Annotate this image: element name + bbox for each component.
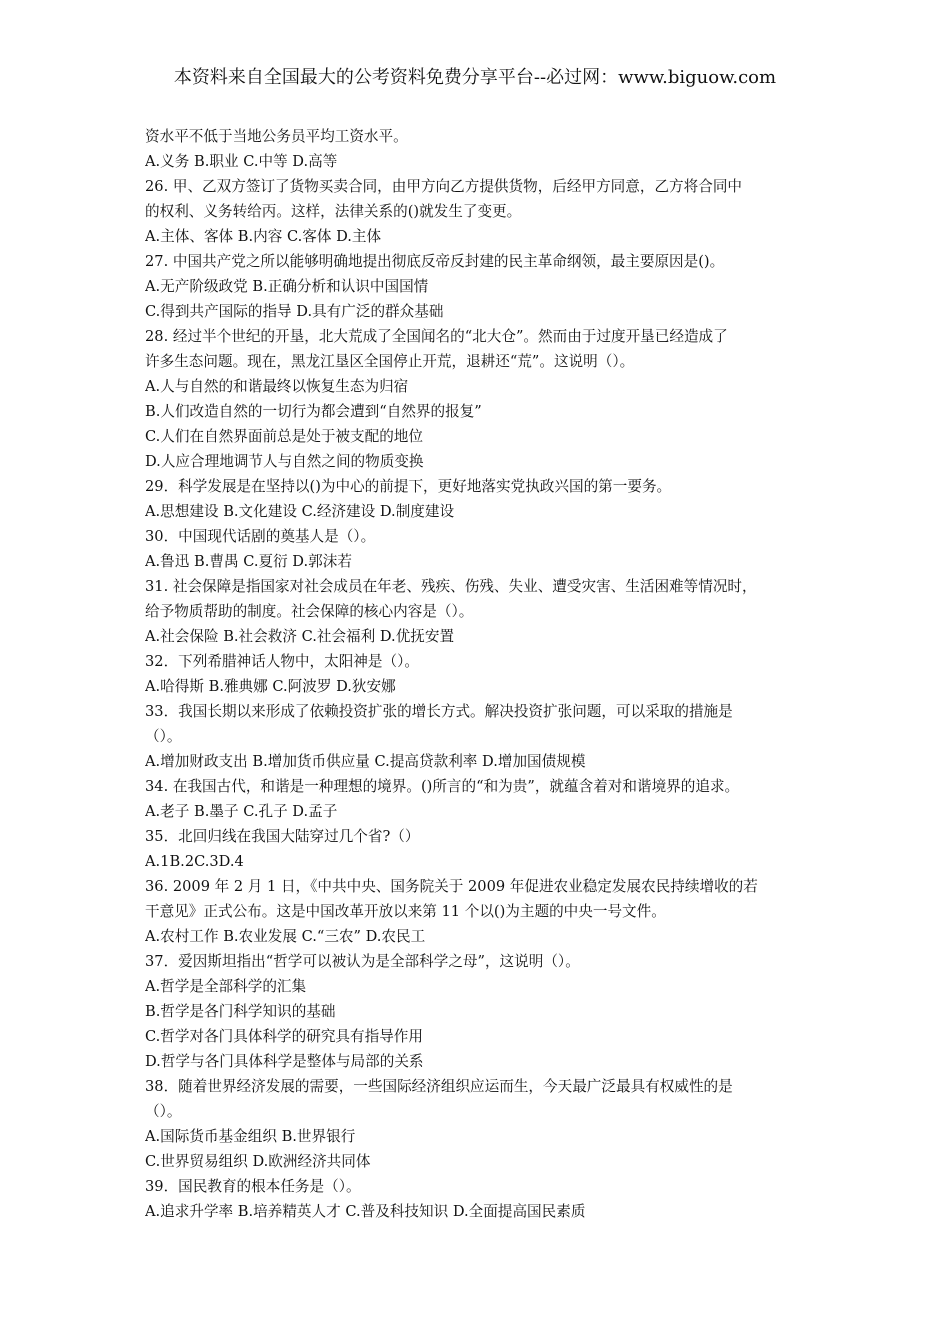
document-body <box>145 124 810 1224</box>
text-line: A.社会保险 B.社会救济 C.社会福利 D.优抚安置 <box>145 628 455 645</box>
text-line: 许多生态问题。现在，黑龙江垦区全国停止开荒，退耕还“荒”。这说明（）。 <box>145 353 635 370</box>
text-line: 干意见》正式公布。这是中国改革开放以来第 11 个以()为主题的中央一号文件。 <box>145 903 666 920</box>
text-line: 资水平不低于当地公务员平均工资水平。 <box>145 128 408 145</box>
text-line: 39．国民教育的根本任务是（）。 <box>145 1178 361 1195</box>
text-line: 28. 经过半个世纪的开垦，北大荒成了全国闻名的“北大仓”。然而由于过度开垦已经造成了 <box>145 328 728 345</box>
text-line: A.鲁迅 B.曹禺 C.夏衍 D.郭沫若 <box>145 553 352 570</box>
text-line: 38．随着世界经济发展的需要，一些国际经济组织应运而生，今天最广泛最具有权威性的是 <box>145 1078 733 1095</box>
text-line: 34. 在我国古代，和谐是一种理想的境界。()所言的“和为贵”，就蕴含着对和谐境界的追求。 <box>145 778 740 795</box>
text-line: C.世界贸易组织 D.欧洲经济共同体 <box>145 1153 371 1170</box>
text-line: 33．我国长期以来形成了依赖投资扩张的增长方式。解决投资扩张问题，可以采取的措施是 <box>145 703 733 720</box>
text-line: A.追求升学率 B.培养精英人才 C.普及科技知识 D.全面提高国民素质 <box>145 1203 586 1220</box>
text-line: A.国际货币基金组织 B.世界银行 <box>145 1128 356 1145</box>
text-line: 26. 甲、乙双方签订了货物买卖合同，由甲方向乙方提供货物，后经甲方同意，乙方将合同中 <box>145 178 743 195</box>
text-line: 的权利、义务转给丙。这样，法律关系的()就发生了变更。 <box>145 203 522 220</box>
text-line: A.思想建设 B.文化建设 C.经济建设 D.制度建设 <box>145 503 455 520</box>
text-line: 给予物质帮助的制度。社会保障的核心内容是（）。 <box>145 603 474 620</box>
text-line: A.老子 B.墨子 C.孔子 D.孟子 <box>145 803 338 820</box>
text-line: 31. 社会保障是指国家对社会成员在年老、残疾、伤残、失业、遭受灾害、生活困难等情况时， <box>145 578 757 595</box>
text-line: （）。 <box>145 728 182 745</box>
text-line: D.哲学与各门具体科学是整体与局部的关系 <box>145 1053 424 1070</box>
text-line: A.1B.2C.3D.4 <box>145 853 244 870</box>
text-line: C.得到共产国际的指导 D.具有广泛的群众基础 <box>145 303 444 320</box>
text-line: 29．科学发展是在坚持以()为中心的前提下，更好地落实党执政兴国的第一要务。 <box>145 478 672 495</box>
text-line: 37．爱因斯坦指出“哲学可以被认为是全部科学之母”，这说明（）。 <box>145 953 580 970</box>
text-line: B.哲学是各门科学知识的基础 <box>145 1003 336 1020</box>
text-line: 27. 中国共产党之所以能够明确地提出彻底反帝反封建的民主革命纲领，最主要原因是()。 <box>145 253 725 270</box>
text-line: A.哲学是全部科学的汇集 <box>145 978 307 995</box>
text-line: A.主体、客体 B.内容 C.客体 D.主体 <box>145 228 382 245</box>
text-line: 32．下列希腊神话人物中，太阳神是（）。 <box>145 653 419 670</box>
text-line: 30．中国现代话剧的奠基人是（）。 <box>145 528 376 545</box>
text-line: 36. 2009 年 2 月 1 日，《中共中央、国务院关于 2009 年促进农业稳定发展农民持续增收的若 <box>145 878 758 895</box>
text-line: C.哲学对各门具体科学的研究具有指导作用 <box>145 1028 423 1045</box>
text-line: A.增加财政支出 B.增加货币供应量 C.提高贷款利率 D.增加国债规模 <box>145 753 586 770</box>
text-line: A.义务 B.职业 C.中等 D.高等 <box>145 153 338 170</box>
text-line: D.人应合理地调节人与自然之间的物质变换 <box>145 453 424 470</box>
page-header: 本资料来自全国最大的公考资料免费分享平台--必过网：www.biguow.com <box>173 67 777 88</box>
text-line: A.农村工作 B.农业发展 C.“三农” D.农民工 <box>145 928 426 945</box>
text-line: A.人与自然的和谐最终以恢复生态为归宿 <box>145 378 409 395</box>
text-line: 35．北回归线在我国大陆穿过几个省?（） <box>145 828 420 845</box>
text-line: A.无产阶级政党 B.正确分析和认识中国国情 <box>145 278 429 295</box>
text-line: A.哈得斯 B.雅典娜 C.阿波罗 D.狄安娜 <box>145 678 396 695</box>
text-line: （）。 <box>145 1103 182 1120</box>
text-line: C.人们在自然界面前总是处于被支配的地位 <box>145 428 423 445</box>
text-line: B.人们改造自然的一切行为都会遭到“自然界的报复” <box>145 403 482 420</box>
